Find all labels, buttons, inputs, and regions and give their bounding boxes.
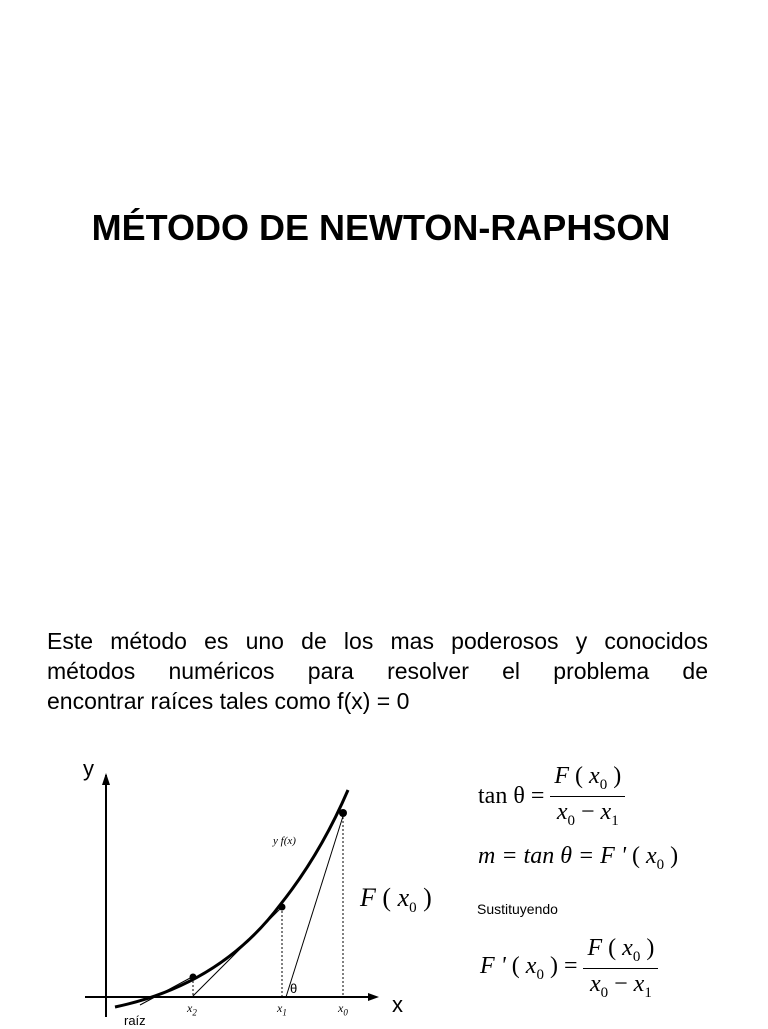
point-x0 [339,809,347,817]
y-axis-label: y [83,756,94,781]
page-title: MÉTODO DE NEWTON-RAPHSON [91,207,671,248]
x1-label: $x_1$ [277,1001,287,1018]
derivative-equation: F ' ( $x_0$ ) = $\frac{F ( x_0 )}{x_0 - x_1}$ [480,935,658,1002]
diagram-svg [80,755,380,1024]
newton-raphson-diagram [80,755,432,1029]
point-x2 [190,974,197,981]
x-axis-arrow [368,993,379,1001]
x2-label: $x_2$ [187,1001,197,1018]
root-label: raíz [124,1013,146,1028]
tangent-line-x1 [192,907,282,997]
y-axis-arrow [102,773,110,785]
slope-equation: m = tan θ = F ' ( $x_0$ ) [478,843,679,873]
point-x1 [279,904,286,911]
curve-label: y f(x) [273,835,296,847]
substituting-label: Sustituyendo [477,901,558,917]
function-curve [115,790,348,1007]
theta-label: θ [290,981,298,996]
paragraph-line: métodos numéricos para resolver el problema de [47,658,708,684]
paragraph-line: encontrar raíces tales como f(x) = 0 [47,688,410,714]
intro-paragraph [47,626,708,716]
f-x0-label: F ( $x_0$ ) [360,883,432,917]
tangent-line-x2 [140,977,192,1005]
x0-label: $x_0$ [338,1001,348,1018]
tan-equation: tan θ = $\frac{F ( x_0 )}{x_0 - x_1}$ [478,763,625,830]
x-axis-label: x [392,992,403,1017]
paragraph-line: Este método es uno de los mas poderosos y conocidos [47,628,708,654]
